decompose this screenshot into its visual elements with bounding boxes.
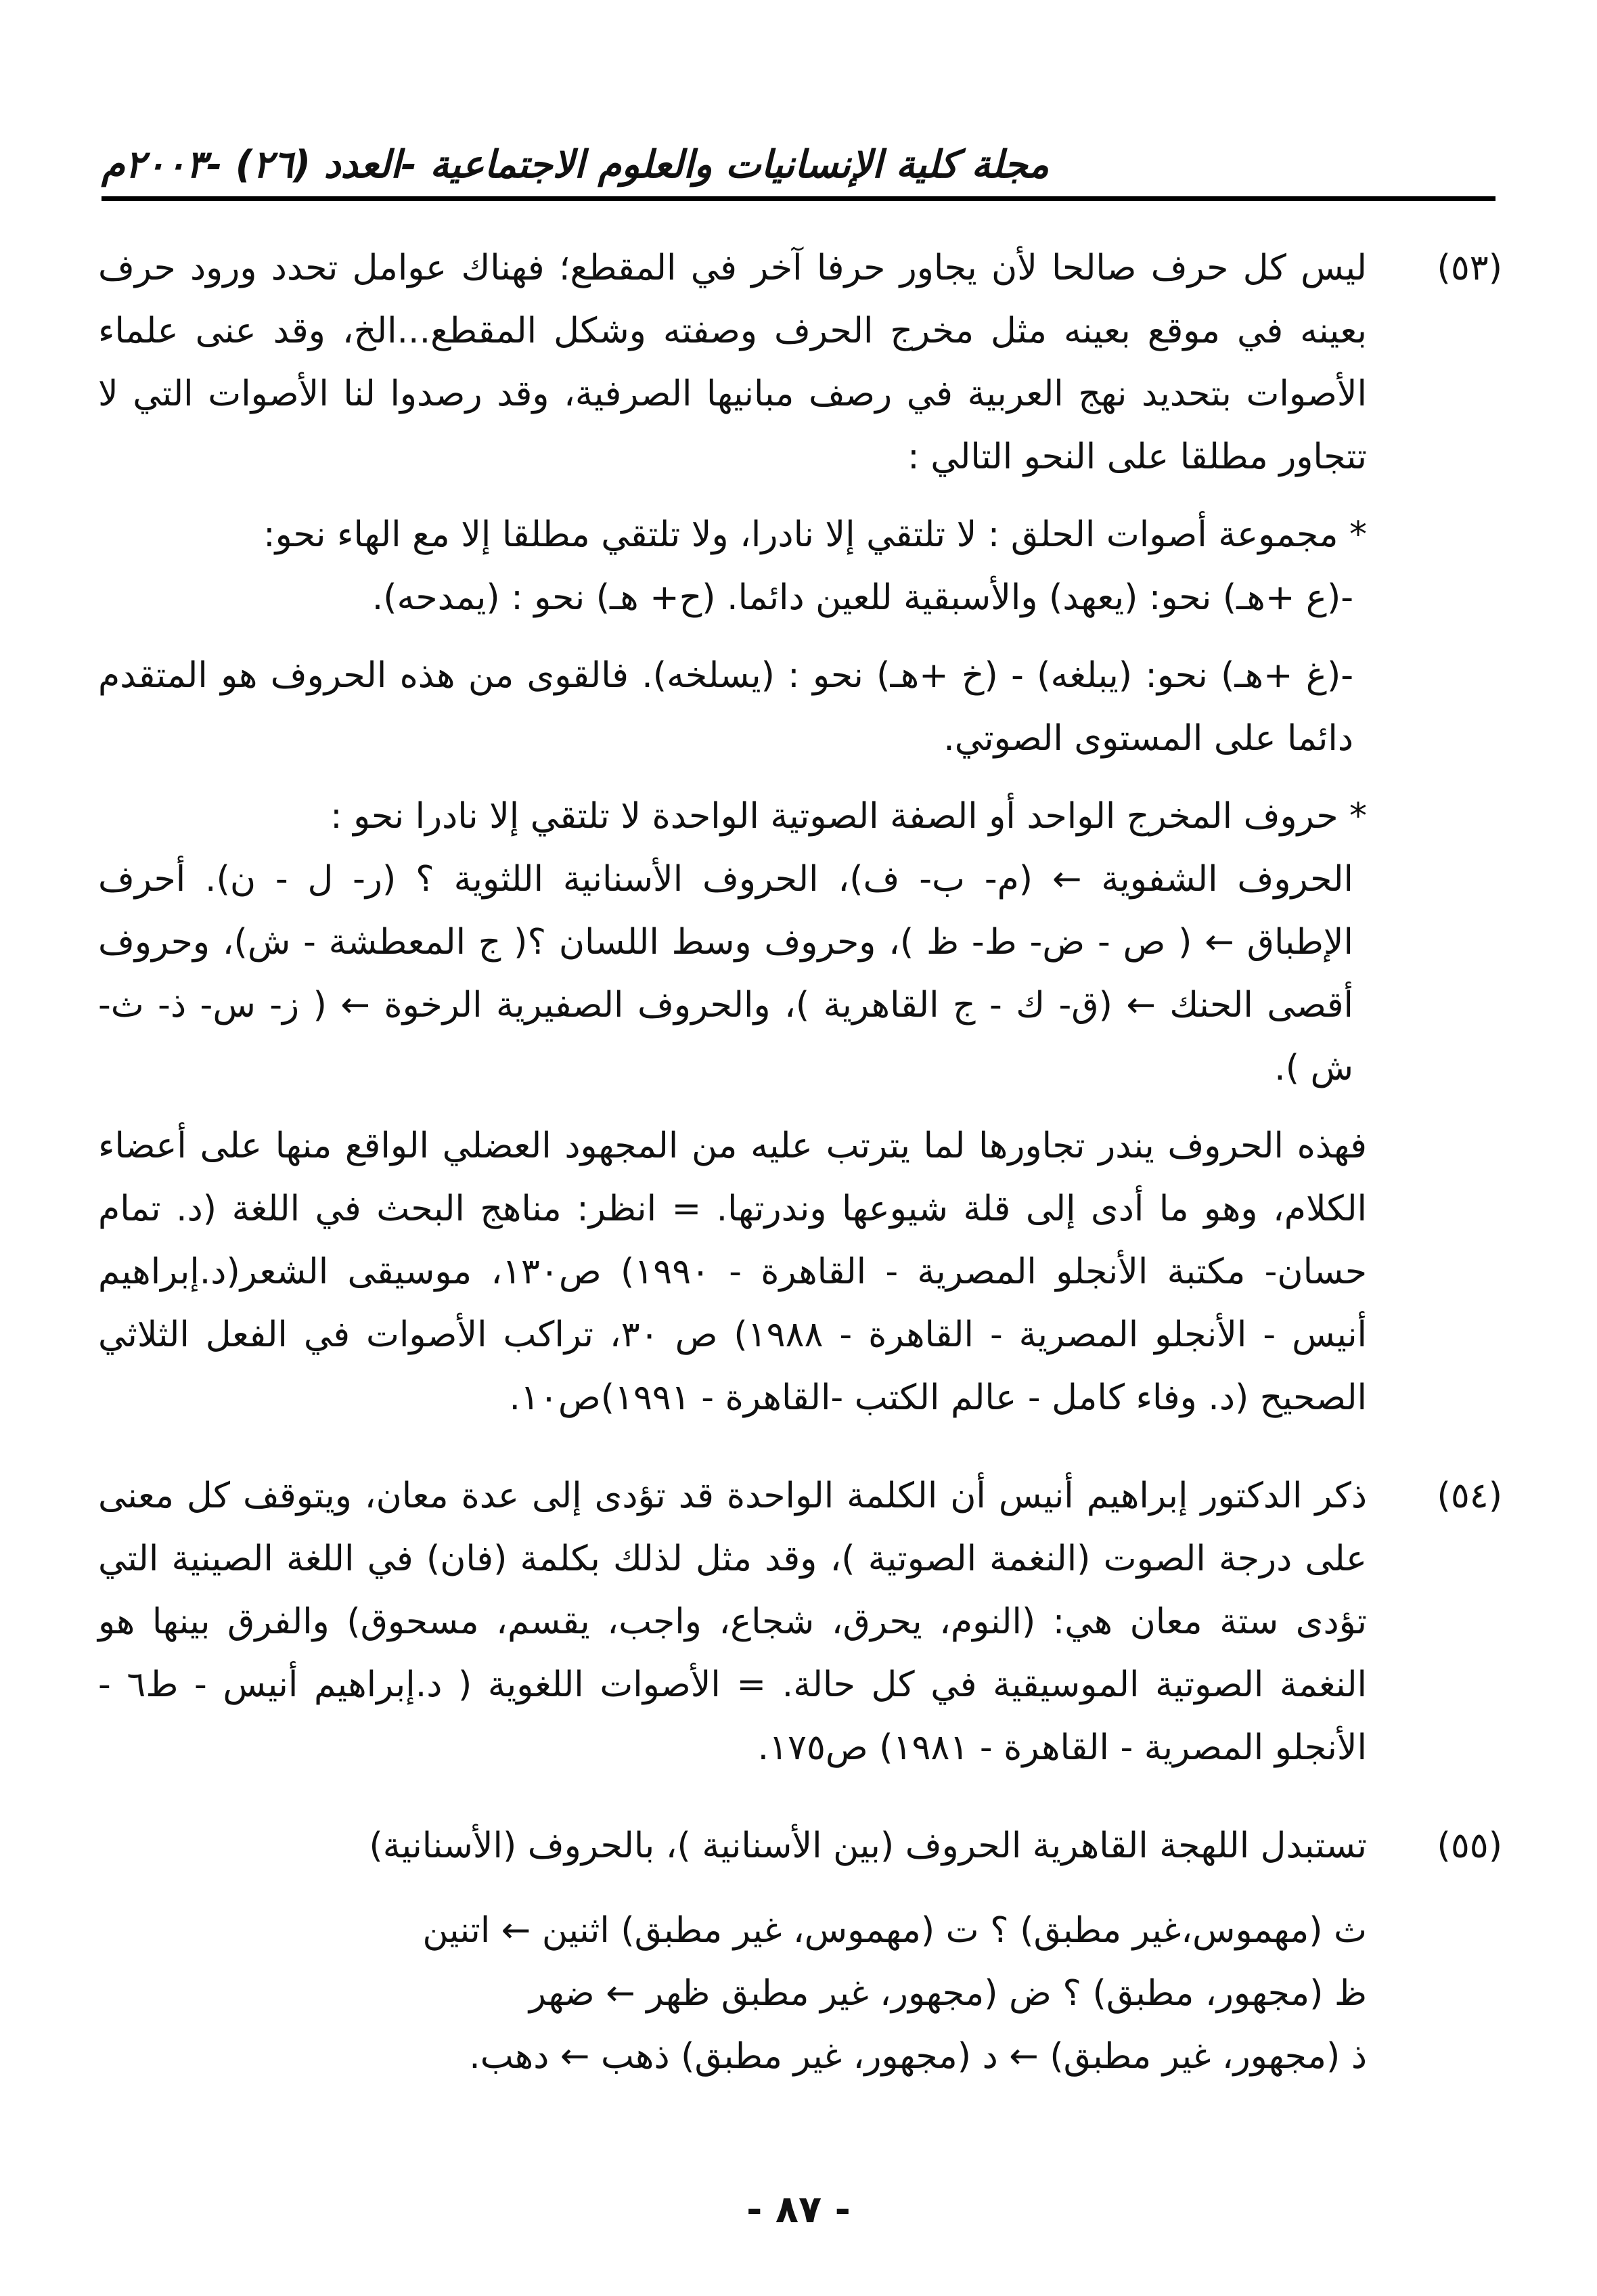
footnote-number: (٥٤) — [1437, 1476, 1502, 1516]
example-line: ث (مهموس،غير مطبق) ؟ ت (مهموس، غير مطبق) اثنين ← اتنين — [422, 1910, 1367, 1951]
footnote-body — [98, 1815, 1367, 2088]
bullet-same-articulation: * حروف المخرج الواحد أو الصفة الصوتية الواحدة لا تلتقي إلا نادرا نحو : — [330, 796, 1367, 837]
journal-header — [102, 122, 1495, 201]
example-line: -(غ +هـ) نحو: (يبلغه) - (خ +هـ) نحو : (يسلخه). فالقوى من هذه الحروف هو المتقدم دائما على المستوى الصوتي. — [98, 655, 1353, 759]
footnote-number: (٥٥) — [1437, 1826, 1502, 1866]
footnote-closing: فهذه الحروف يندر تجاورها لما يترتب عليه من المجهود العضلي الواقع منها على أعضاء الكلام، وهو ما أدى إلى قلة شيوعها وندرتها. = انظر: مناهج البحث في اللغة (د. تمام حسان- مكتبة الأنجلو المصرية - القاهرة - ١٩٩٠) ص١٣٠، موسيقى الشعر(د.إبراهيم أنيس - الأنجلو المصرية - القاهرة - ١٩٨٨) ص ٣٠، تراكب الأصوات في الفعل الثلاثي الصحيح (د. وفاء كامل - عالم الكتب -القاهرة - ١٩٩١)ص١٠. — [98, 1126, 1368, 1418]
footnote-intro: ليس كل حرف صالحا لأن يجاور حرفا آخر في المقطع؛ فهناك عوامل تحدد ورود حرف بعينه في موقع بعينه مثل مخرج الحرف وصفته وشكل المقطع...الخ، وقد عنى علماء الأصوات بتحديد نهج العربية في رصف مبانيها الصرفية، وقد رصدوا لنا الأصوات التي لا تتجاور مطلقا على النحو التالي : — [98, 248, 1367, 477]
footnote-54 — [98, 1465, 1502, 1794]
footnote-body — [98, 1465, 1367, 1794]
footnote-text: ذكر الدكتور إبراهيم أنيس أن الكلمة الواحدة قد تؤدى إلى عدة معان، ويتوقف كل معنى على درجة الصوت (النغمة الصوتية )، وقد مثل لذلك بكلمة (فان) في اللغة الصينية التي تؤدى ستة معان هي: (النوم، يحرق، شجاع، واجب، يقسم، مسحوق) والفرق بينها هو النغمة الصوتية الموسيقية في كل حالة. = الأصوات اللغوية ( د.إبراهيم أنيس - ط٦ - الأنجلو المصرية - القاهرة - ١٩٨١) ص١٧٥. — [98, 1476, 1367, 1768]
footnote-number: (٥٣) — [1437, 248, 1502, 288]
journal-title: مجلة كلية الإنسانيات والعلوم الاجتماعية -العدد (٢٦) -٢٠٠٣م — [102, 143, 1050, 187]
page-number: - ٨٧ - — [746, 2188, 851, 2232]
footnotes-section — [98, 237, 1502, 2109]
example-line: ذ (مجهور، غير مطبق) ← د (مجهور، غير مطبق) ذهب ← دهب. — [469, 2036, 1367, 2077]
footnote-text: تستبدل اللهجة القاهرية الحروف (بين الأسنانية )، بالحروف (الأسنانية) — [369, 1826, 1367, 1866]
bullet-throat-sounds: * مجموعة أصوات الحلق : لا تلتقي إلا نادرا، ولا تلتقي مطلقا إلا مع الهاء نحو: — [263, 514, 1367, 555]
example-line: ظ (مجهور، مطبق) ؟ ض (مجهور، غير مطبق ظهر ← ضهر — [528, 1973, 1367, 2014]
example-line: -(ع +هـ) نحو: (يعهد) والأسبقية للعين دائما. (ح+ هـ) نحو : (يمدحه). — [372, 577, 1353, 618]
footnote-body — [98, 237, 1367, 1444]
articulation-groups: الحروف الشفوية ← (م- ب- ف)، الحروف الأسنانية اللثوية ؟ (ر- ل - ن). أحرف الإطباق ← ( ص - ض- ط- ظ )، وحروف وسط اللسان ؟( ج المعطشة - ش)، وحروف أقصى الحنك ← (ق- ك - ج القاهرية )، والحروف الصفيرية الرخوة ← ( ز- س- ذ- ث- ش ). — [98, 859, 1353, 1088]
footnote-53 — [98, 237, 1502, 1444]
footnote-55 — [98, 1815, 1502, 2088]
